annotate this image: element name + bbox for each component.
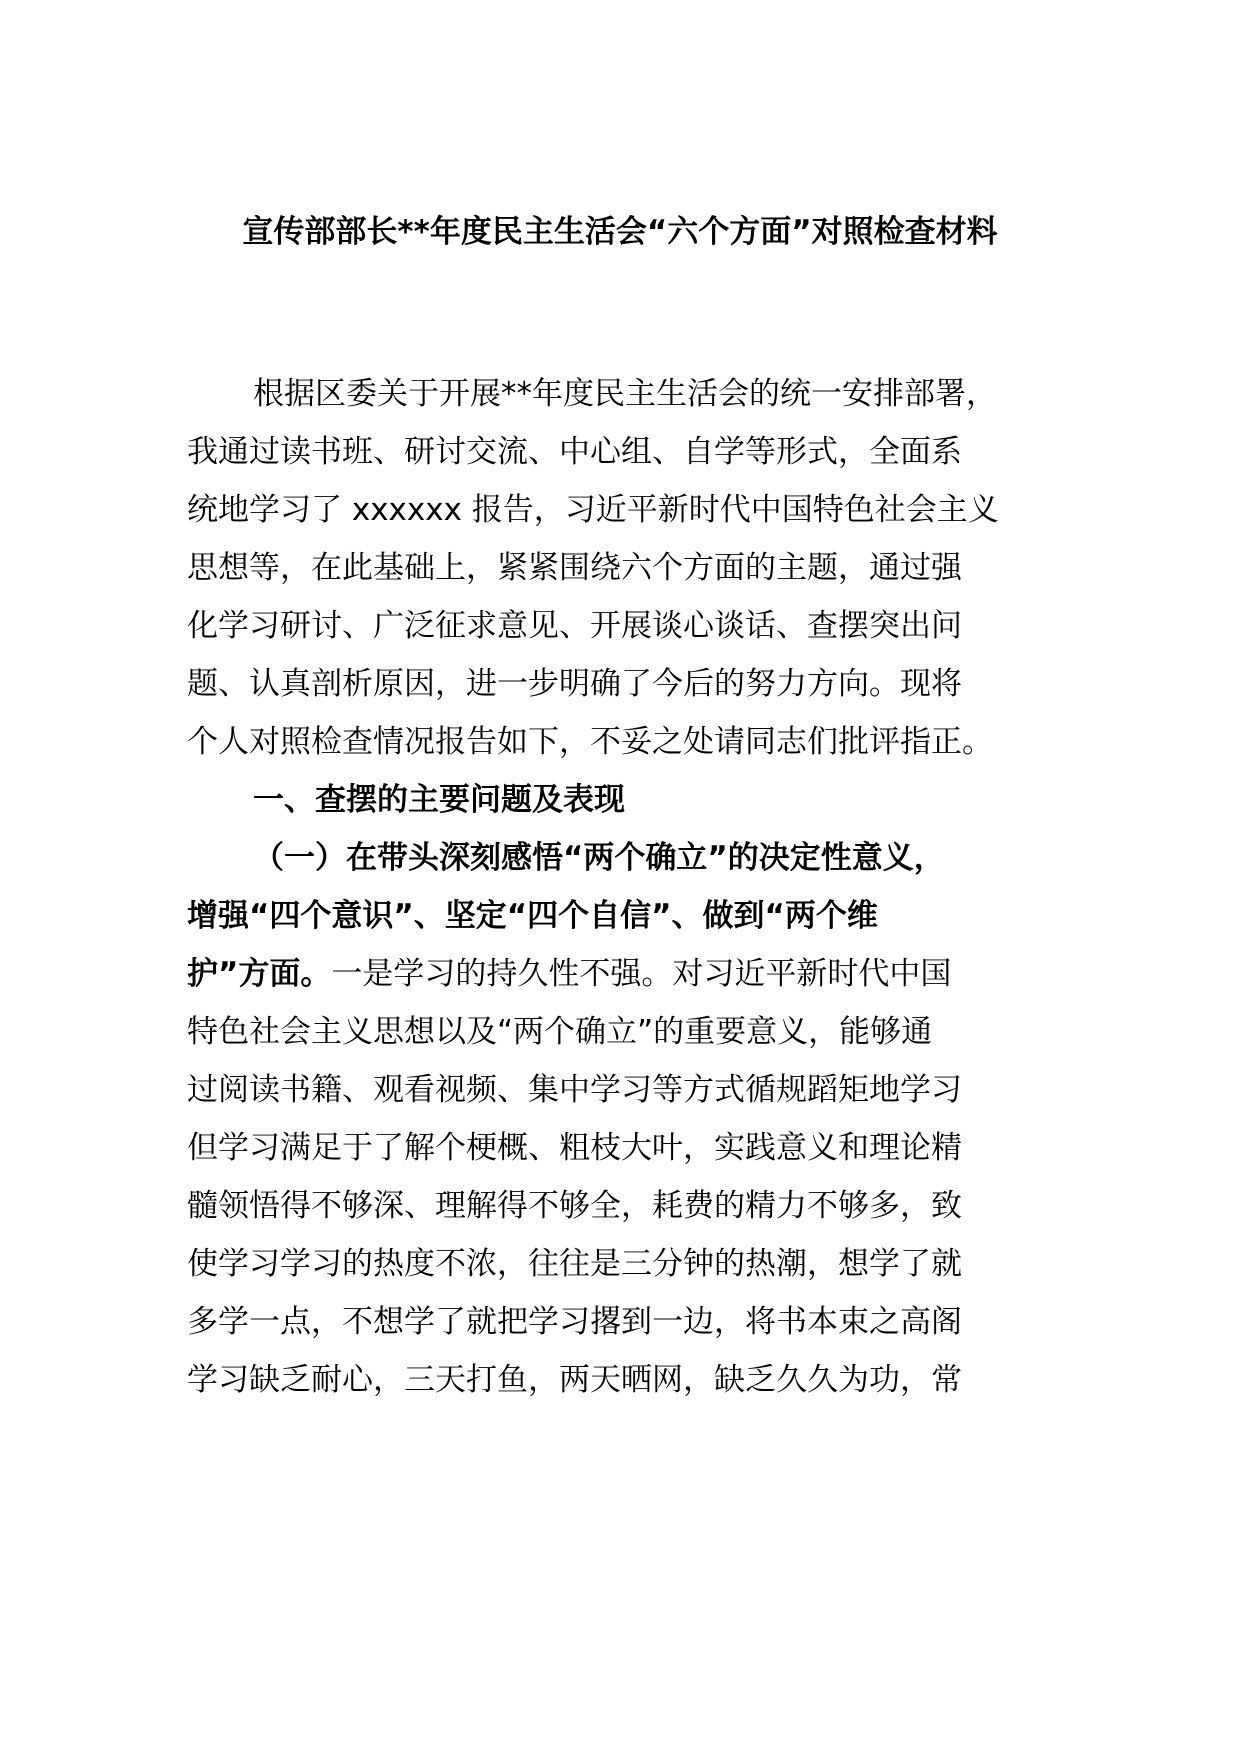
paragraph-line: 髓领悟得不够深、理解得不够全，耗费的精力不够多，致 (187, 1188, 962, 1224)
subsection-heading-end: 护”方面。 (187, 956, 332, 992)
paragraph-line: 学习缺乏耐心，三天打鱼，两天晒网，缺乏久久为功，常 (187, 1362, 962, 1398)
paragraph-line: 根据区委关于开展**年度民主生活会的统一安排部署， (253, 376, 997, 412)
paragraph-line: 多学一点，不想学了就把学习撂到一边，将书本束之高阁 (187, 1304, 962, 1340)
paragraph-line: 使学习学习的热度不浓，往往是三分钟的热潮，想学了就 (187, 1246, 962, 1282)
paragraph-line: 过阅读书籍、观看视频、集中学习等方式循规蹈矩地学习 (187, 1072, 962, 1108)
paragraph-line: 但学习满足于了解个梗概、粗枝大叶，实践意义和理论精 (187, 1130, 962, 1166)
paragraph-line: 化学习研讨、广泛征求意见、开展谈心谈话、查摆突出问 (187, 608, 962, 644)
document-title: 宣传部部长**年度民主生活会“六个方面”对照检查材料 (242, 214, 998, 250)
paragraph-line: 统地学习了 xxxxxx 报告，习近平新时代中国特色社会主义 (187, 492, 999, 528)
paragraph-line: 我通过读书班、研讨交流、中心组、自学等形式，全面系 (187, 434, 962, 470)
body-text: 一是学习的持久性不强。对习近平新时代中国 (331, 956, 952, 992)
section-heading: 一、查摆的主要问题及表现 (253, 782, 625, 818)
subsection-heading-line: （一）在带头深刻感悟“两个确立”的决定性意义， (253, 840, 945, 876)
paragraph-line: 特色社会主义思想以及“两个确立”的重要意义，能够通 (187, 1014, 933, 1050)
paragraph-line: 个人对照检查情况报告如下，不妥之处请同志们批评指正。 (187, 724, 993, 760)
subsection-heading-line: 增强“四个意识”、坚定“四个自信”、做到“两个维 (187, 898, 878, 934)
mixed-line (187, 952, 951, 996)
paragraph-line: 思想等，在此基础上，紧紧围绕六个方面的主题，通过强 (187, 550, 962, 586)
paragraph-line: 题、认真剖析原因，进一步明确了今后的努力方向。现将 (187, 666, 962, 702)
